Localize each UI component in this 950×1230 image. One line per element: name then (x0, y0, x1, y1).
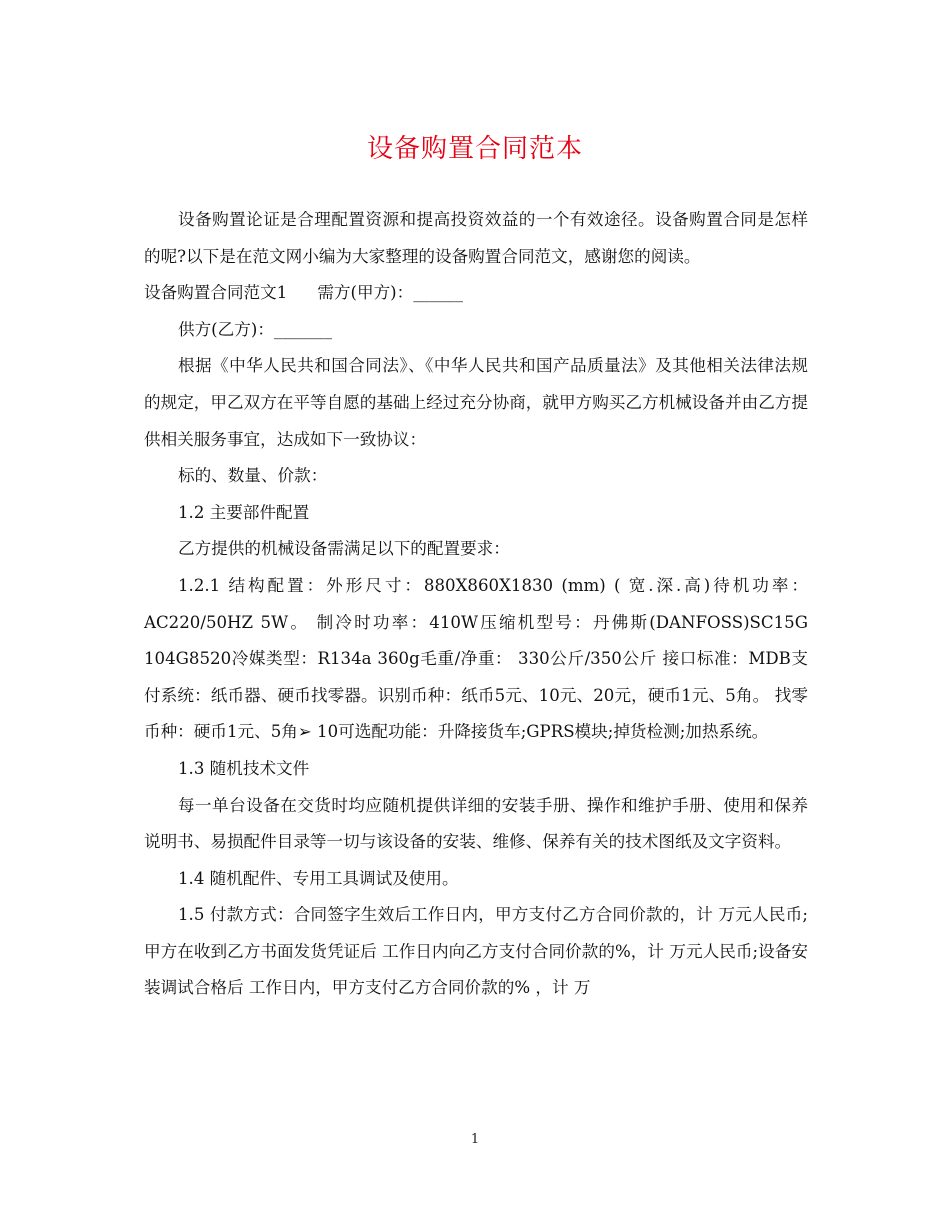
sample-heading-line (144, 275, 808, 312)
document-title: 设备购置合同范本 (366, 134, 583, 164)
subject-heading: 标的、数量、价款： (178, 466, 328, 486)
section-1-4-heading: 1.4 随机配件、专用工具调试及使用。 (178, 868, 459, 888)
supplier-line: 供方(乙方)：_______ (178, 319, 332, 339)
payment-paragraph: 1.5 付款方式：合同签字生效后工作日内，甲方支付乙方合同价款的，计 万元人民币;甲方在收到乙方书面发货凭证后 工作日内向乙方支付合同价款的%，计 万元人民币;设备安装调试合格后 工作日内，甲方支付乙方合同价款的% ，计 万 (144, 905, 808, 998)
buyer-line: 需方(甲方)：______ (317, 283, 464, 303)
section-1-3-heading: 1.3 随机技术文件 (178, 758, 310, 778)
intro-paragraph: 设备购置论证是合理配置资源和提高投资效益的一个有效途径。设备购置合同是怎样的呢?以下是在范文网小编为大家整理的设备购置合同范文，感谢您的阅读。 (144, 210, 808, 266)
page-number: 1 (470, 1132, 480, 1147)
sample-heading: 设备购置合同范文1 (144, 283, 288, 303)
structure-config-paragraph: 1.2.1 结构配置：外形尺寸：880X860X1830 (mm) ( 宽.深.高)待机功率：AC220/50HZ 5W。 制冷时功率：410W压缩机型号：丹佛斯(DANFOSS)SC15G 104G8520冷媒类型：R134a 360g毛重/净重： 330公斤/350公斤 接口标准：MDB支付系统：纸币器、硬币找零器。识别币种：纸币5元、10元、20元，硬币1元、5角。 找零币种：硬币1元、5角➢ 10可选配功能：升降接货车;GPRS模块;掉货检测;加热系统。 (144, 575, 808, 742)
config-requirement-paragraph: 乙方提供的机械设备需满足以下的配置要求： (178, 539, 510, 559)
section-1-2-heading: 1.2 主要部件配置 (178, 502, 310, 522)
document-body (144, 202, 808, 1007)
legal-basis-paragraph: 根据《中华人民共和国合同法》、《中华人民共和国产品质量法》及其他相关法律法规的规定，甲乙双方在平等自愿的基础上经过充分协商，就甲方购买乙方机械设备并由乙方提供相关服务事宜，达成如下一致协议： (144, 356, 808, 449)
tech-docs-paragraph: 每一单台设备在交货时均应随机提供详细的安装手册、操作和维护手册、使用和保养说明书、易损配件目录等一切与该设备的安装、维修、保养有关的技术图纸及文字资料。 (144, 795, 808, 852)
